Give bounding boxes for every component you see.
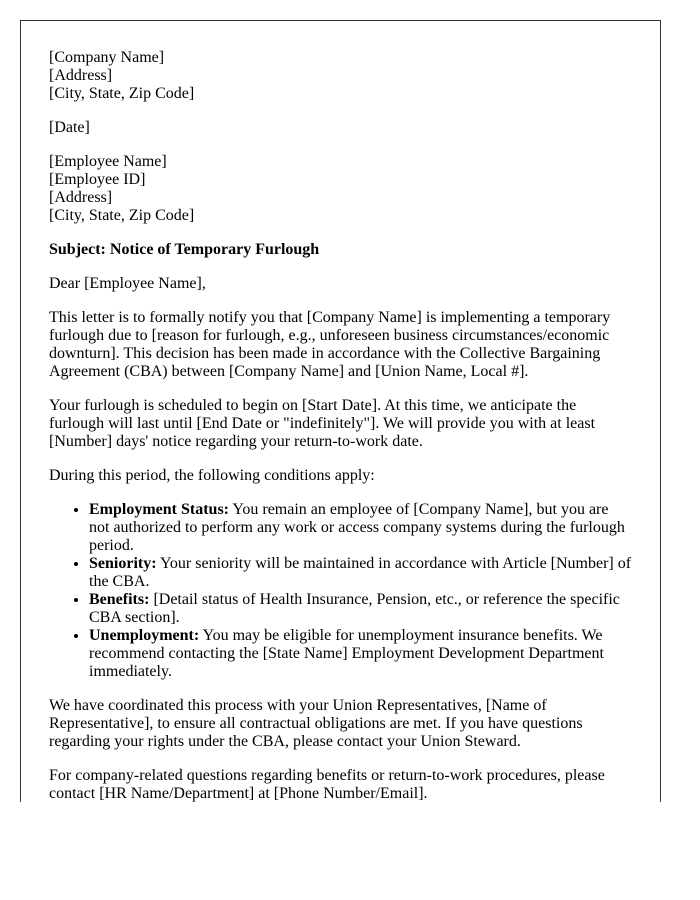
- recipient-line: [City, State, Zip Code]: [49, 207, 195, 224]
- recipient-line: [Address]: [49, 189, 113, 206]
- subject-line: [49, 241, 632, 259]
- condition-text: Your seniority will be maintained in accordance with Article [Number] of the CBA.: [89, 555, 632, 590]
- sender-line: [City, State, Zip Code]: [49, 85, 195, 102]
- condition-label: Seniority:: [89, 555, 157, 572]
- conditions-list: [49, 501, 632, 681]
- body-paragraph: During this period, the following conditions apply:: [49, 467, 375, 484]
- condition-label: Benefits:: [89, 591, 150, 608]
- condition-text: [Detail status of Health Insurance, Pension, etc., or reference the specific CBA section].: [89, 591, 620, 626]
- list-item: [89, 555, 632, 591]
- body-paragraph: Your furlough is scheduled to begin on [Start Date]. At this time, we anticipate the furlough will last until [End Date or "indefinitely"]. We will provide you with at least [Number] days' notice regarding your return-to-work date.: [49, 397, 596, 450]
- subject-text: Subject: Notice of Temporary Furlough: [49, 241, 320, 258]
- list-item: [89, 627, 632, 681]
- sender-line: [Company Name]: [49, 49, 165, 66]
- sender-address: [49, 49, 632, 103]
- recipient-line: [Employee ID]: [49, 171, 146, 188]
- salutation: Dear [Employee Name],: [49, 275, 206, 292]
- recipient-line: [Employee Name]: [49, 153, 167, 170]
- condition-label: Employment Status:: [89, 501, 230, 518]
- condition-text: You may be eligible for unemployment insurance benefits. We recommend contacting the [State Name] Employment Development Department immediately.: [89, 627, 604, 680]
- list-item: [89, 501, 632, 555]
- body-paragraph: For company-related questions regarding benefits or return-to-work procedures, please contact [HR Name/Department] at [Phone Number/Email].: [49, 767, 605, 802]
- body-paragraph: We have coordinated this process with your Union Representatives, [Name of Representative], to ensure all contractual obligations are met. If you have questions regarding your rights under the CBA, please contact your Union Steward.: [49, 697, 583, 750]
- list-item: [89, 591, 632, 627]
- condition-label: Unemployment:: [89, 627, 200, 644]
- condition-text: You remain an employee of [Company Name], but you are not authorized to perform any work or access company systems during the furlough period.: [89, 501, 625, 554]
- recipient-address: [49, 153, 632, 225]
- sender-line: [Address]: [49, 67, 113, 84]
- body-paragraph: This letter is to formally notify you that [Company Name] is implementing a temporary furlough due to [reason for furlough, e.g., unforeseen business circumstances/economic downturn]. This decision has been made in accordance with the Collective Bargaining Agreement (CBA) between [Company Name] and [Union Name, Local #].: [49, 309, 611, 380]
- letter-date: [Date]: [49, 119, 90, 136]
- letter-page: [20, 20, 661, 802]
